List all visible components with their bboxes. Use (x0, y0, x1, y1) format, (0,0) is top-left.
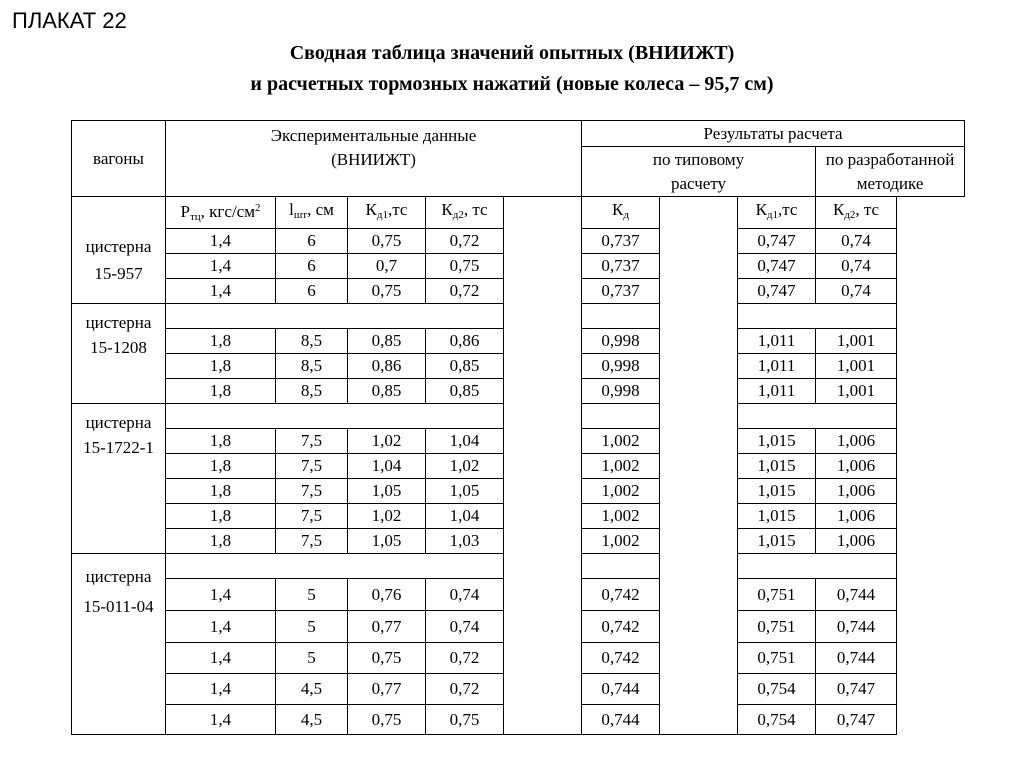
cell-res-kd2: 0,744 (816, 579, 897, 611)
cell-kd: 0,737 (582, 229, 660, 254)
empty-row-cell (582, 404, 660, 429)
col-kd2-unit: , тс (463, 200, 488, 219)
cell-kd1: 0,77 (348, 611, 426, 643)
col-kd2-subscript: д2 (452, 209, 464, 221)
gap-right (660, 354, 738, 379)
gap-left (504, 454, 582, 479)
cell-p-tc: 1,4 (166, 229, 276, 254)
col-res-kd1-subscript: д1 (766, 209, 779, 221)
cell-l-sht: 7,5 (276, 504, 348, 529)
page-title-line-2: и расчетных тормозных нажатий (новые колеса – 95,7 см) (250, 73, 774, 95)
cell-res-kd2: 1,001 (816, 379, 897, 404)
col-res-kd1 (738, 197, 816, 229)
cell-kd1: 1,04 (348, 454, 426, 479)
cell-kd: 0,742 (582, 611, 660, 643)
col-res-kd1-symbol: К (755, 200, 767, 219)
cell-p-tc: 1,8 (166, 454, 276, 479)
cell-l-sht: 7,5 (276, 479, 348, 504)
cell-res-kd1: 1,011 (738, 354, 816, 379)
plakat-label: ПЛАКАТ 22 (12, 8, 127, 33)
cell-l-sht: 5 (276, 643, 348, 674)
cell-l-sht: 6 (276, 279, 348, 304)
gap-left (504, 674, 582, 705)
cell-kd2: 0,85 (426, 354, 504, 379)
gap-right (660, 429, 738, 454)
col-kd2 (426, 197, 504, 229)
cell-kd2: 0,75 (426, 254, 504, 279)
header-results: Результаты расчета (582, 121, 965, 147)
cell-res-kd1: 1,015 (738, 454, 816, 479)
col-res-kd2-symbol: К (832, 200, 845, 219)
empty-row-cell (166, 404, 504, 429)
cell-kd1: 0,75 (348, 643, 426, 674)
cell-res-kd2: 1,006 (816, 529, 897, 554)
wagon-name-line-1: цистерна (85, 567, 152, 586)
header-typical (582, 147, 816, 197)
table-row (72, 479, 965, 504)
gap-left (504, 354, 582, 379)
gap-left (504, 529, 582, 554)
gap-left (504, 229, 582, 254)
empty-row-cell (738, 554, 897, 579)
cell-res-kd1: 1,015 (738, 429, 816, 454)
cell-res-kd1: 1,015 (738, 504, 816, 529)
cell-p-tc: 1,8 (166, 529, 276, 554)
table-row (72, 611, 965, 643)
cell-res-kd1: 0,747 (738, 279, 816, 304)
cell-kd2: 1,04 (426, 504, 504, 529)
table-row (72, 504, 965, 529)
table-row (72, 254, 965, 279)
header-developed-line-2: методике (856, 173, 924, 193)
cell-kd1: 1,05 (348, 479, 426, 504)
cell-res-kd1: 0,751 (738, 643, 816, 674)
wagon-cell (72, 404, 166, 554)
wagon-cell (72, 197, 166, 304)
col-kd-symbol: К (612, 200, 624, 219)
gap-left (504, 643, 582, 674)
cell-kd1: 0,76 (348, 579, 426, 611)
cell-l-sht: 8,5 (276, 329, 348, 354)
cell-res-kd1: 0,754 (738, 674, 816, 705)
cell-l-sht: 8,5 (276, 379, 348, 404)
cell-l-sht: 4,5 (276, 705, 348, 735)
header-experimental (166, 121, 582, 197)
table-row (72, 643, 965, 674)
table-row (72, 579, 965, 611)
cell-p-tc: 1,4 (166, 579, 276, 611)
wagon-name-line-2: 15-957 (94, 264, 143, 283)
cell-kd2: 0,72 (426, 279, 504, 304)
cell-kd: 0,737 (582, 254, 660, 279)
cell-res-kd2: 0,744 (816, 643, 897, 674)
gap-right (660, 229, 738, 254)
gap-right (660, 329, 738, 354)
col-kd-subscript: д (623, 209, 629, 221)
cell-res-kd1: 1,011 (738, 379, 816, 404)
table-row (72, 674, 965, 705)
cell-kd: 0,737 (582, 279, 660, 304)
cell-l-sht: 8,5 (276, 354, 348, 379)
cell-kd: 1,002 (582, 479, 660, 504)
cell-res-kd2: 0,744 (816, 611, 897, 643)
cell-kd2: 0,85 (426, 379, 504, 404)
col-kd1-subscript: д1 (376, 209, 388, 221)
cell-p-tc: 1,8 (166, 429, 276, 454)
gap-left (504, 705, 582, 735)
cell-kd1: 1,02 (348, 504, 426, 529)
cell-kd2: 1,03 (426, 529, 504, 554)
cell-res-kd1: 0,747 (738, 254, 816, 279)
gap-right (660, 674, 738, 705)
col-p-tc-symbol: Р (180, 202, 190, 221)
cell-p-tc: 1,4 (166, 705, 276, 735)
col-l-sht-symbol: l (289, 200, 294, 219)
cell-kd: 0,998 (582, 329, 660, 354)
gap-right (660, 643, 738, 674)
cell-p-tc: 1,8 (166, 504, 276, 529)
col-l-sht-subscript: шт (293, 209, 308, 221)
cell-kd2: 0,74 (426, 579, 504, 611)
gap-right (660, 404, 738, 429)
cell-kd: 1,002 (582, 429, 660, 454)
col-kd1 (348, 197, 426, 229)
gap-right (660, 279, 738, 304)
cell-res-kd2: 1,001 (816, 354, 897, 379)
cell-p-tc: 1,8 (166, 354, 276, 379)
gap-right (660, 705, 738, 735)
cell-p-tc: 1,4 (166, 279, 276, 304)
cell-res-kd1: 0,751 (738, 579, 816, 611)
cell-kd1: 0,85 (348, 329, 426, 354)
cell-kd1: 1,02 (348, 429, 426, 454)
gap-right (660, 504, 738, 529)
wagon-cell (72, 304, 166, 404)
cell-p-tc: 1,4 (166, 643, 276, 674)
empty-row-cell (582, 554, 660, 579)
cell-l-sht: 5 (276, 579, 348, 611)
gap-left (504, 197, 582, 229)
col-res-kd2 (816, 197, 897, 229)
gap-left (504, 579, 582, 611)
table-row (72, 705, 965, 735)
cell-res-kd1: 1,011 (738, 329, 816, 354)
gap-right (660, 379, 738, 404)
cell-kd: 0,742 (582, 643, 660, 674)
wagon-name-line-1: цистерна (85, 413, 152, 432)
table-row (72, 329, 965, 354)
gap-right (660, 304, 738, 329)
gap-right (660, 529, 738, 554)
gap-left (504, 279, 582, 304)
cell-kd2: 0,74 (426, 611, 504, 643)
empty-row-cell (738, 304, 897, 329)
cell-kd: 0,744 (582, 674, 660, 705)
cell-kd: 1,002 (582, 504, 660, 529)
cell-kd: 0,744 (582, 705, 660, 735)
cell-kd: 1,002 (582, 529, 660, 554)
cell-res-kd2: 0,74 (816, 229, 897, 254)
col-p-tc-unit: , кгс/см (200, 202, 255, 221)
col-p-tc-subscript: тц (189, 211, 201, 223)
cell-kd2: 0,72 (426, 643, 504, 674)
cell-res-kd2: 1,006 (816, 504, 897, 529)
empty-row-cell (582, 304, 660, 329)
cell-res-kd1: 0,751 (738, 611, 816, 643)
cell-res-kd2: 1,006 (816, 454, 897, 479)
cell-res-kd1: 1,015 (738, 479, 816, 504)
cell-p-tc: 1,4 (166, 254, 276, 279)
col-kd (582, 197, 660, 229)
gap-left (504, 404, 582, 429)
empty-row-cell (166, 554, 504, 579)
cell-kd: 0,998 (582, 379, 660, 404)
gap-left (504, 304, 582, 329)
col-res-kd2-unit: , тс (855, 200, 880, 219)
cell-kd1: 0,75 (348, 705, 426, 735)
cell-kd: 1,002 (582, 454, 660, 479)
table-row (72, 454, 965, 479)
cell-kd1: 0,77 (348, 674, 426, 705)
table-row (72, 379, 965, 404)
cell-l-sht: 7,5 (276, 529, 348, 554)
col-kd1-unit: ,тс (388, 200, 408, 219)
cell-kd2: 1,05 (426, 479, 504, 504)
wagon-cell (72, 554, 166, 735)
cell-res-kd1: 0,747 (738, 229, 816, 254)
cell-kd2: 1,04 (426, 429, 504, 454)
table-row (72, 354, 965, 379)
cell-l-sht: 6 (276, 254, 348, 279)
gap-left (504, 504, 582, 529)
cell-kd1: 1,05 (348, 529, 426, 554)
cell-res-kd2: 1,006 (816, 479, 897, 504)
table-row (72, 529, 965, 554)
table-row (72, 279, 965, 304)
col-p-tc (166, 197, 276, 229)
cell-p-tc: 1,8 (166, 379, 276, 404)
cell-res-kd2: 1,006 (816, 429, 897, 454)
header-typical-line-2: расчету (670, 173, 727, 193)
header-wagons: вагоны (72, 121, 166, 197)
cell-kd: 0,742 (582, 579, 660, 611)
gap-right (660, 254, 738, 279)
cell-kd1: 0,75 (348, 229, 426, 254)
gap-left (504, 611, 582, 643)
gap-left (504, 429, 582, 454)
cell-l-sht: 5 (276, 611, 348, 643)
cell-kd2: 1,02 (426, 454, 504, 479)
cell-kd1: 0,86 (348, 354, 426, 379)
page-title-line-1: Сводная таблица значений опытных (ВНИИЖТ) (289, 42, 735, 64)
cell-res-kd2: 0,74 (816, 279, 897, 304)
cell-l-sht: 6 (276, 229, 348, 254)
cell-res-kd1: 1,015 (738, 529, 816, 554)
col-kd1-symbol: К (365, 200, 377, 219)
wagon-name-line-2: 15-011-04 (83, 597, 154, 616)
cell-kd2: 0,75 (426, 705, 504, 735)
gap-left (504, 479, 582, 504)
gap-right (660, 479, 738, 504)
cell-kd: 0,998 (582, 354, 660, 379)
cell-l-sht: 7,5 (276, 454, 348, 479)
table-row (72, 229, 965, 254)
gap-right (660, 611, 738, 643)
wagon-name-line-2: 15-1208 (90, 338, 147, 357)
cell-res-kd2: 0,74 (816, 254, 897, 279)
summary-table (71, 120, 965, 735)
wagon-name-line-1: цистерна (85, 237, 152, 256)
gap-right (660, 579, 738, 611)
cell-res-kd2: 1,001 (816, 329, 897, 354)
cell-kd2: 0,72 (426, 674, 504, 705)
cell-kd1: 0,85 (348, 379, 426, 404)
col-l-sht-unit: , см (307, 200, 334, 219)
header-typical-line-1: по типовому (652, 149, 745, 169)
cell-kd2: 0,72 (426, 229, 504, 254)
table-row (72, 429, 965, 454)
wagon-name-line-1: цистерна (85, 313, 152, 332)
gap-left (504, 254, 582, 279)
cell-kd1: 0,75 (348, 279, 426, 304)
cell-res-kd2: 0,747 (816, 705, 897, 735)
cell-l-sht: 7,5 (276, 429, 348, 454)
gap-right (660, 454, 738, 479)
cell-kd2: 0,86 (426, 329, 504, 354)
header-experimental-line-1: Экспериментальные данные (270, 126, 477, 145)
cell-p-tc: 1,8 (166, 479, 276, 504)
gap-right (660, 197, 738, 229)
gap-left (504, 329, 582, 354)
cell-l-sht: 4,5 (276, 674, 348, 705)
wagon-name-line-2: 15-1722-1 (83, 438, 154, 457)
gap-left (504, 554, 582, 579)
col-res-kd2-subscript: д2 (844, 209, 856, 221)
col-p-tc-superscript: 2 (254, 202, 261, 214)
cell-p-tc: 1,8 (166, 329, 276, 354)
gap-left (504, 379, 582, 404)
col-kd2-symbol: К (441, 200, 453, 219)
header-developed-line-1: по разработанной (825, 149, 955, 169)
header-experimental-line-2: (ВНИИЖТ) (331, 150, 416, 169)
header-developed (816, 147, 965, 197)
cell-p-tc: 1,4 (166, 674, 276, 705)
empty-row-cell (738, 404, 897, 429)
cell-res-kd1: 0,754 (738, 705, 816, 735)
cell-p-tc: 1,4 (166, 611, 276, 643)
empty-row-cell (166, 304, 504, 329)
col-res-kd1-unit: ,тс (778, 200, 798, 219)
col-l-sht (276, 197, 348, 229)
cell-res-kd2: 0,747 (816, 674, 897, 705)
gap-right (660, 554, 738, 579)
cell-kd1: 0,7 (348, 254, 426, 279)
